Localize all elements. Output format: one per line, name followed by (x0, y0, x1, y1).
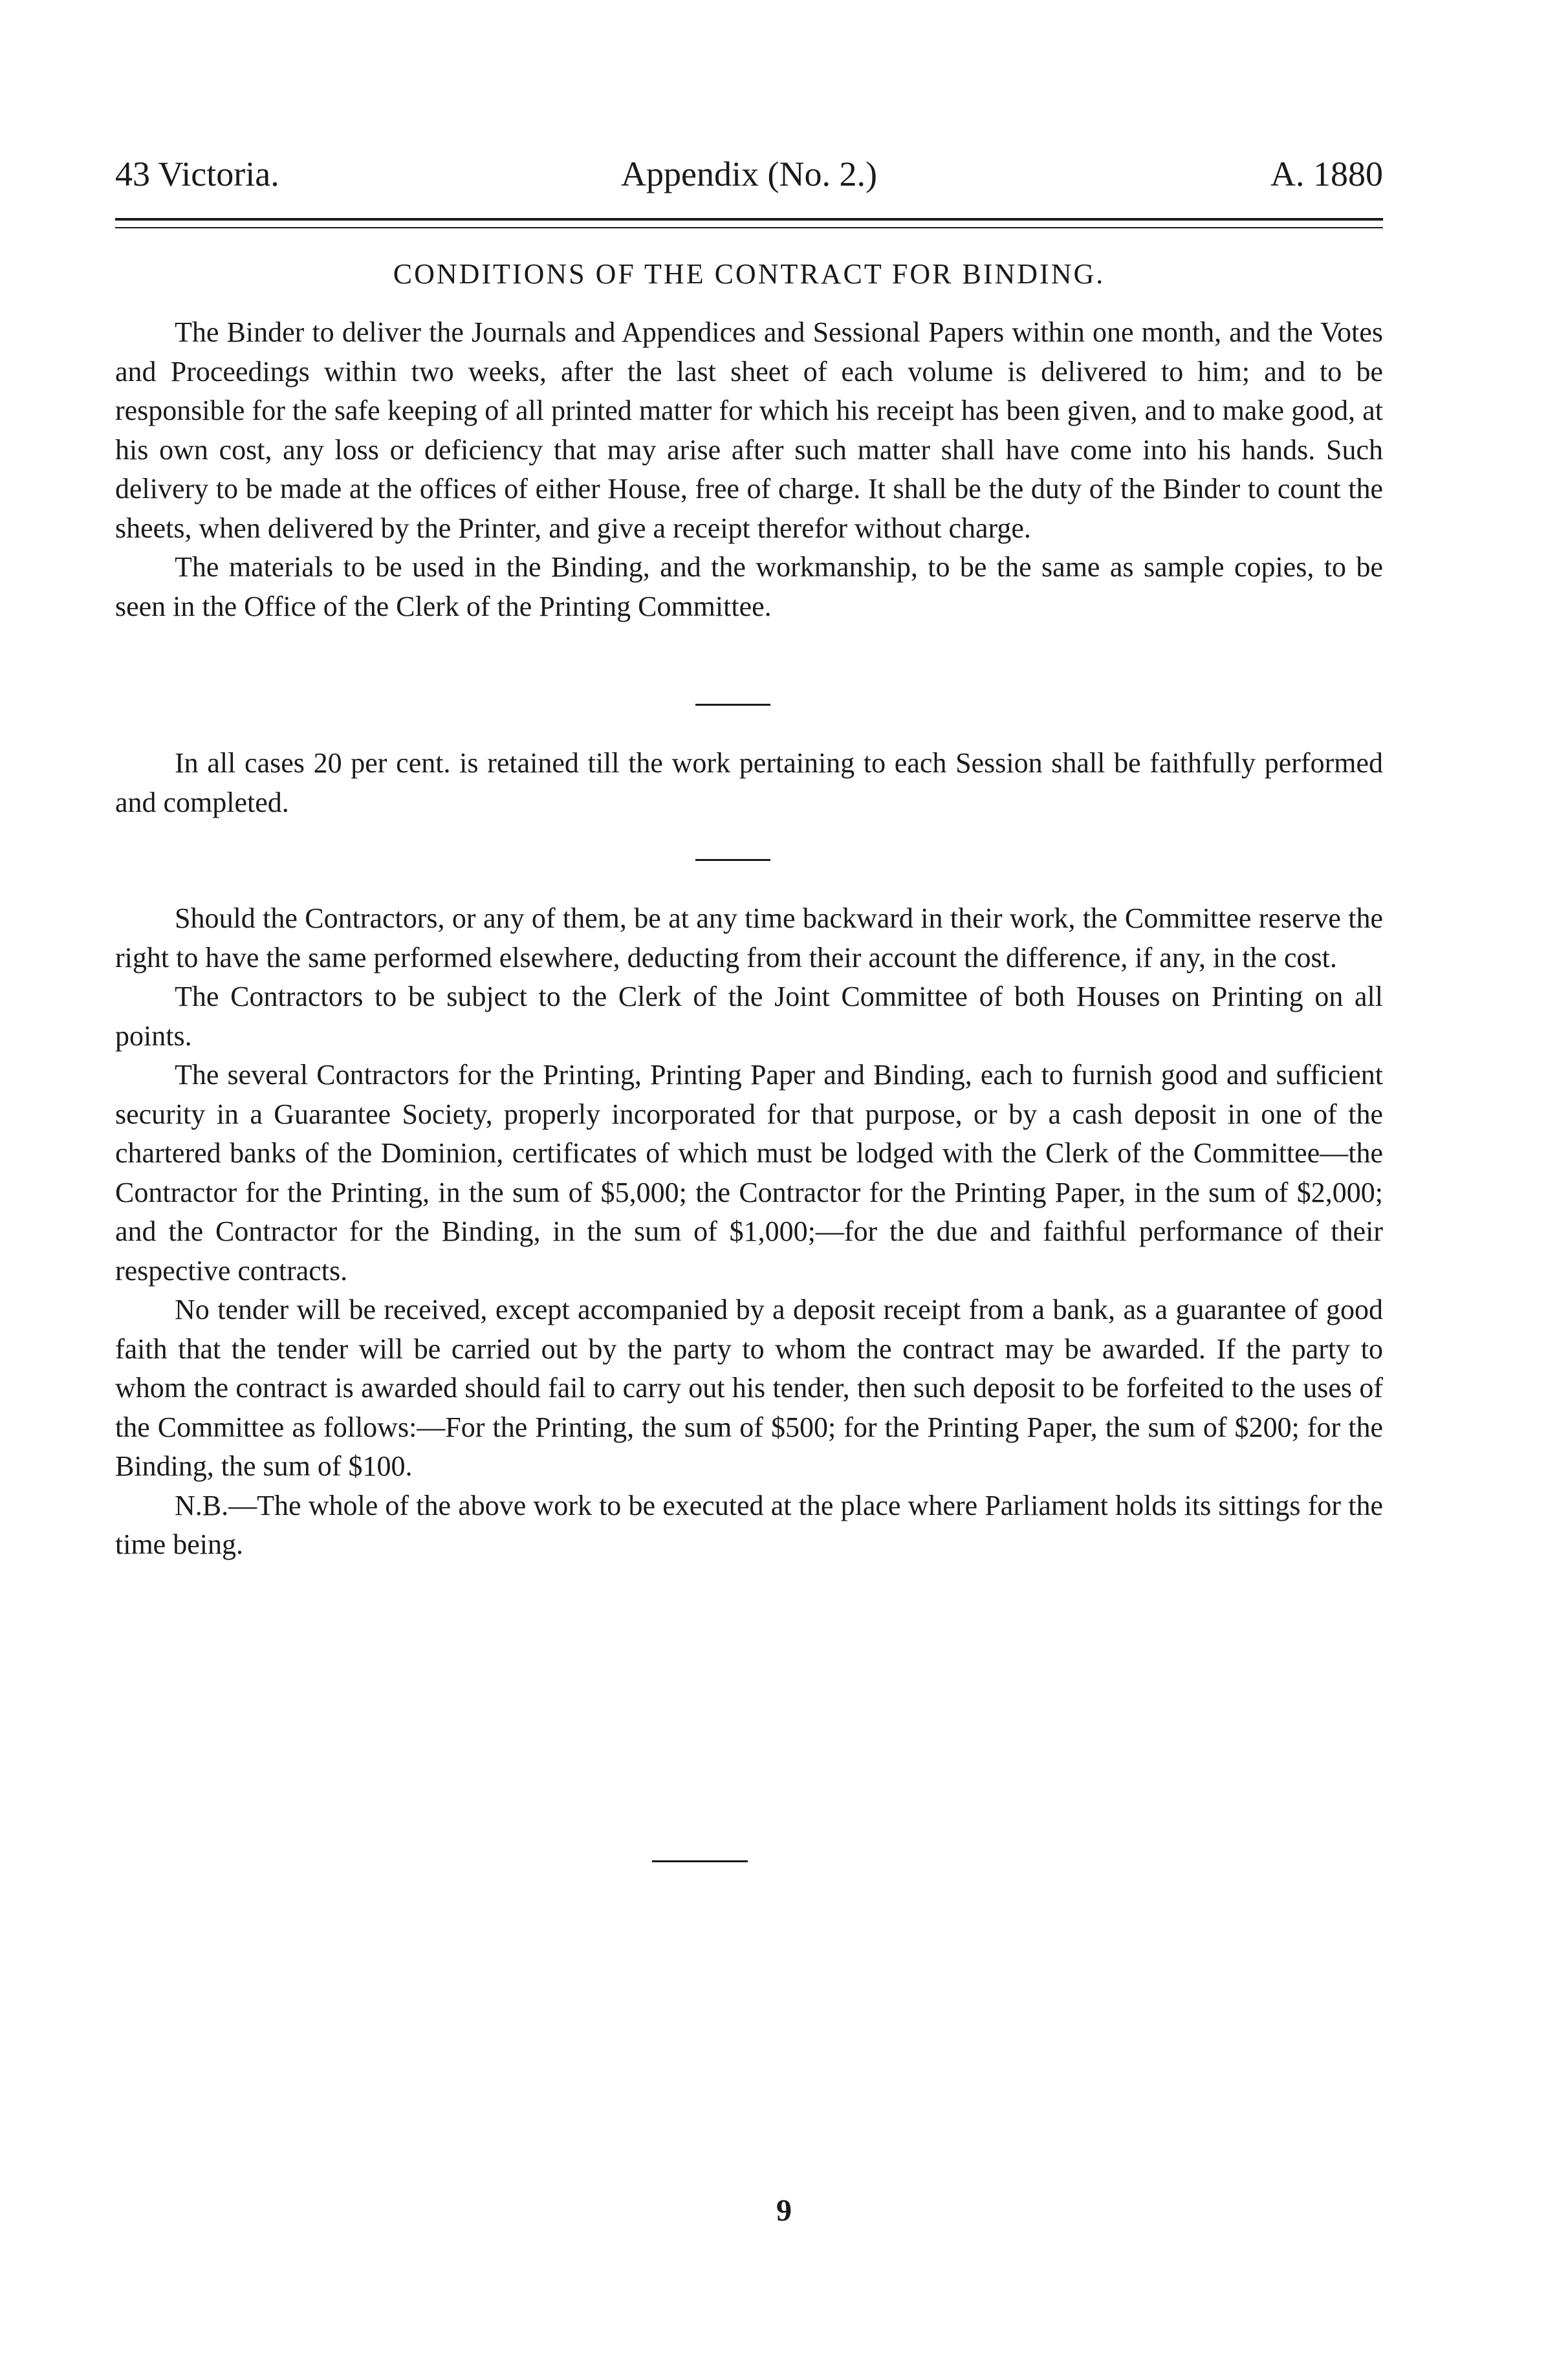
paragraph-materials: The materials to be used in the Binding, and the workmanship, to be the same as sample copies, to be seen in the Office of the Clerk of the Printing Committee. (115, 551, 1383, 622)
page-header (115, 154, 1383, 199)
header-year: A. 1880 (1270, 155, 1383, 193)
paragraph-tender-deposit: No tender will be received, except accompanied by a deposit receipt from a bank, as a guarantee of good faith that the tender will be carried out by the party to whom the contract may be awarded. If the party to whom the contract is awarded should fail to carry out his tender, then such deposit to be forfeited to the uses of the Committee as follows:—For the Printing, the sum of $500; for the Printing Paper, the sum of $200; for the Binding, the sum of $100. (115, 1294, 1383, 1482)
paragraph-security: The several Contractors for the Printing, Printing Paper and Binding, each to furnish good and sufficient security in a Guarantee Society, properly incorporated for that purpose, or by a cash deposit in one of the chartered banks of the Dominion, certificates of which must be lodged with the Clerk of the Committee—the Contractor for the Printing, in the sum of $5,000; the Contractor for the Printing Paper, in the sum of $2,000; and the Contractor for the Binding, in the sum of $1,000;—for the due and faithful performance of their respective contracts. (115, 1059, 1383, 1287)
paragraph-subject-to-clerk: The Contractors to be subject to the Clerk of the Joint Committee of both Houses on Printing on all points. (115, 981, 1383, 1052)
end-divider (652, 1860, 748, 1862)
header-double-rule (115, 218, 1383, 228)
section-divider (695, 704, 770, 706)
section-heading: CONDITIONS OF THE CONTRACT FOR BINDING. (393, 258, 1105, 290)
binding-conditions (115, 313, 1383, 626)
page-number: 9 (776, 2193, 792, 2228)
paragraph-retention: In all cases 20 per cent. is retained till the work pertaining to each Session shall be faithfully performed and completed. (115, 747, 1383, 818)
general-conditions (115, 899, 1383, 1565)
section-divider (695, 859, 770, 861)
paragraph-nota-bene: N.B.—The whole of the above work to be executed at the place where Parliament holds its sittings for the time being. (115, 1489, 1383, 1560)
header-appendix: Appendix (No. 2.) (621, 155, 877, 193)
paragraph-binder-delivery: The Binder to deliver the Journals and Appendices and Sessional Papers within one month, and the Votes and Proceedings within two weeks, after the last sheet of each volume is delivered to him; and to be responsible for the safe keeping of all printed matter for which his receipt has been given, and to make good, at his own cost, any loss or deficiency that may arise after such matter shall have come into his hands. Such delivery to be made at the offices of either House, free of charge. It shall be the duty of the Binder to count the sheets, when delivered by the Printer, and give a receipt therefor without charge. (115, 316, 1383, 544)
header-session: 43 Victoria. (115, 155, 279, 193)
paragraph-backward-work: Should the Contractors, or any of them, be at any time backward in their work, the Committee reserve the right to have the same performed elsewhere, deducting from their account the difference, if any, in the cost. (115, 902, 1383, 974)
retention-clause (115, 744, 1383, 822)
